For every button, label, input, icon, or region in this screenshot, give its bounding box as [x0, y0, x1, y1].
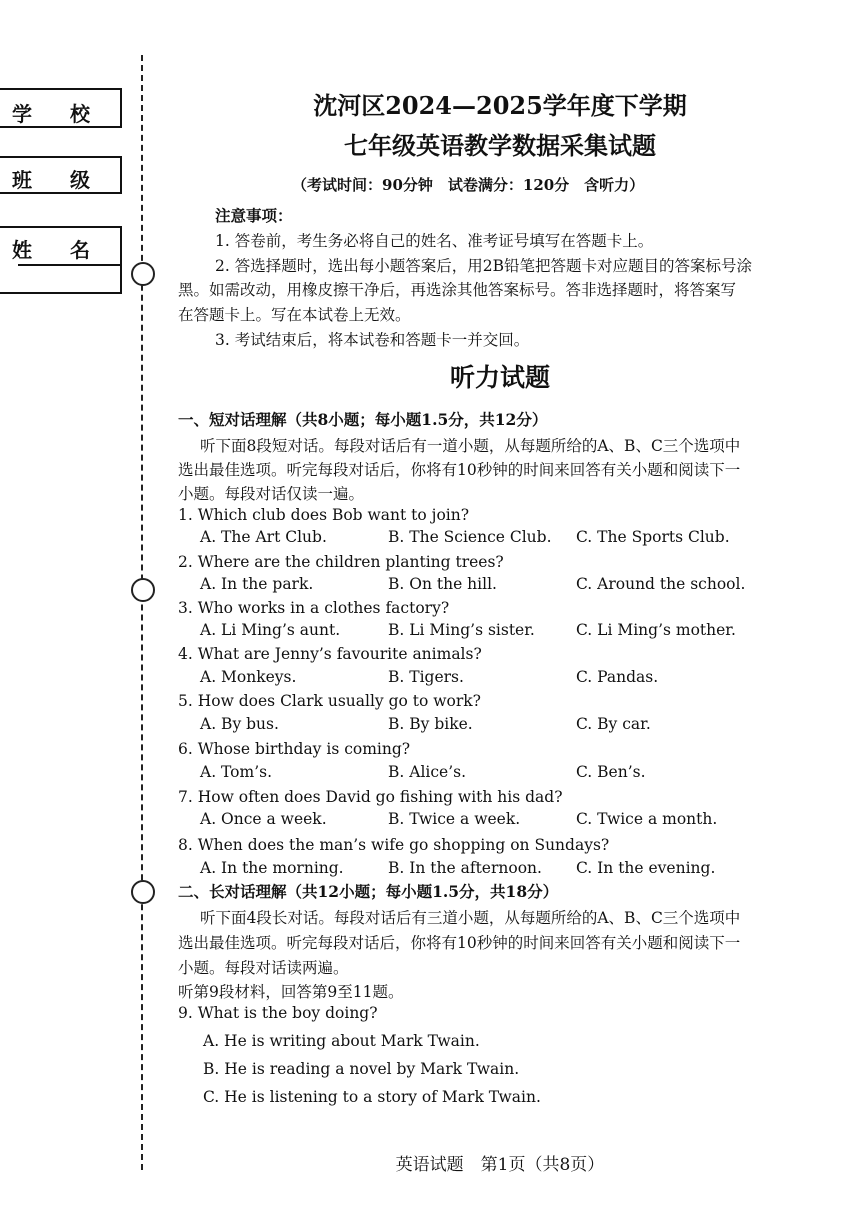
q6-option-b: B. Alice’s. [388, 763, 467, 781]
part2-material: 听第9段材料，回答第9至11题。 [178, 983, 404, 1001]
part2-instr-1: 听下面4段长对话。每段对话后有三道小题，从每题所给的A、B、C三个选项中 [200, 909, 741, 927]
q6-option-a: A. Tom’s. [200, 763, 273, 781]
q7-option-a: A. Once a week. [200, 810, 327, 828]
name-field [0, 226, 122, 294]
q7-option-c: C. Twice a month. [576, 810, 718, 828]
part1-heading: 一、短对话理解（共8小题；每小题1.5分，共12分） [178, 410, 548, 429]
q7-option-b: B. Twice a week. [388, 810, 521, 828]
part1-instr-1: 听下面8段短对话。每段对话后有一道小题，从每题所给的A、B、C三个选项中 [200, 437, 741, 455]
q5-option-a: A. By bus. [200, 715, 279, 733]
class-field-bottom-line [0, 156, 120, 158]
exam-title-2: 七年级英语教学数据采集试题 [344, 131, 656, 160]
note-line-3: 黑。如需改动，用橡皮擦干净后，再选涂其他答案标号。答非选择题时，将答案写 [178, 281, 737, 299]
listening-section-title: 听力试题 [449, 363, 550, 392]
question-2: 2. Where are the children planting trees? [178, 553, 504, 571]
q9-option-c: C. He is listening to a story of Mark Twain. [203, 1088, 541, 1106]
q5-option-c: C. By car. [576, 715, 651, 733]
q3-option-b: B. Li Ming’s sister. [388, 621, 535, 639]
notes-heading: 注意事项： [215, 206, 293, 225]
binding-hole-1 [131, 262, 155, 286]
school-label-a: 学 [12, 102, 32, 126]
q8-option-c: C. In the evening. [576, 859, 716, 877]
q1-option-b: B. The Science Club. [388, 528, 552, 546]
question-6: 6. Whose birthday is coming? [178, 740, 411, 758]
q1-option-a: A. The Art Club. [200, 528, 327, 546]
binding-hole-2 [131, 578, 155, 602]
q8-option-a: A. In the morning. [200, 859, 344, 877]
page-footer: 英语试题 第1页（共8页） [395, 1155, 605, 1175]
part1-instr-2: 选出最佳选项。听完每段对话后，你将有10秒钟的时间来回答有关小题和阅读下一 [178, 461, 741, 479]
note-line-2: 2. 答选择题时，选出每小题答案后，用2B铅笔把答题卡对应题目的答案标号涂 [215, 257, 752, 275]
question-1: 1. Which club does Bob want to join? [178, 506, 470, 524]
binding-dashed-line [141, 55, 143, 1170]
class-label-a: 班 [12, 168, 32, 192]
school-field [0, 88, 122, 128]
q2-option-b: B. On the hill. [388, 575, 497, 593]
q2-option-a: A. In the park. [200, 575, 314, 593]
note-line-4: 在答题卡上。写在本试卷上无效。 [178, 306, 411, 324]
q5-option-b: B. By bike. [388, 715, 473, 733]
name-field-mid-line [18, 264, 120, 266]
name-label-b: 名 [70, 238, 90, 262]
school-label-b: 校 [70, 102, 90, 126]
q4-option-b: B. Tigers. [388, 668, 464, 686]
question-9: 9. What is the boy doing? [178, 1004, 378, 1022]
q3-option-c: C. Li Ming’s mother. [576, 621, 736, 639]
question-3: 3. Who works in a clothes factory? [178, 599, 450, 617]
exam-info: （考试时间：90分钟 试卷满分：120分 含听力） [292, 176, 645, 194]
q9-option-b: B. He is reading a novel by Mark Twain. [203, 1060, 520, 1078]
question-8: 8. When does the man’s wife go shopping on Sundays? [178, 836, 610, 854]
exam-title-1: 沈河区2024—2025学年度下学期 [313, 91, 687, 120]
question-7: 7. How often does David go fishing with his dad? [178, 788, 563, 806]
q4-option-c: C. Pandas. [576, 668, 659, 686]
class-field [0, 156, 122, 194]
note-line-1: 1. 答卷前，考生务必将自己的姓名、准考证号填写在答题卡上。 [215, 232, 654, 250]
part2-instr-2: 选出最佳选项。听完每段对话后，你将有10秒钟的时间来回答有关小题和阅读下一 [178, 934, 741, 952]
q8-option-b: B. In the afternoon. [388, 859, 542, 877]
q9-option-a: A. He is writing about Mark Twain. [203, 1032, 480, 1050]
part2-heading: 二、长对话理解（共12小题；每小题1.5分，共18分） [178, 882, 559, 901]
q1-option-c: C. The Sports Club. [576, 528, 730, 546]
name-field-top-line [0, 226, 120, 228]
part1-instr-3: 小题。每段对话仅读一遍。 [178, 485, 365, 503]
q4-option-a: A. Monkeys. [200, 668, 297, 686]
note-line-5: 3. 考试结束后，将本试卷和答题卡一并交回。 [215, 331, 530, 349]
class-label-b: 级 [70, 168, 90, 192]
question-4: 4. What are Jenny’s favourite animals? [178, 645, 482, 663]
question-5: 5. How does Clark usually go to work? [178, 692, 481, 710]
part2-instr-3: 小题。每段对话读两遍。 [178, 959, 349, 977]
q3-option-a: A. Li Ming’s aunt. [200, 621, 341, 639]
q6-option-c: C. Ben’s. [576, 763, 646, 781]
name-label-a: 姓 [12, 238, 32, 262]
binding-hole-3 [131, 880, 155, 904]
q2-option-c: C. Around the school. [576, 575, 746, 593]
